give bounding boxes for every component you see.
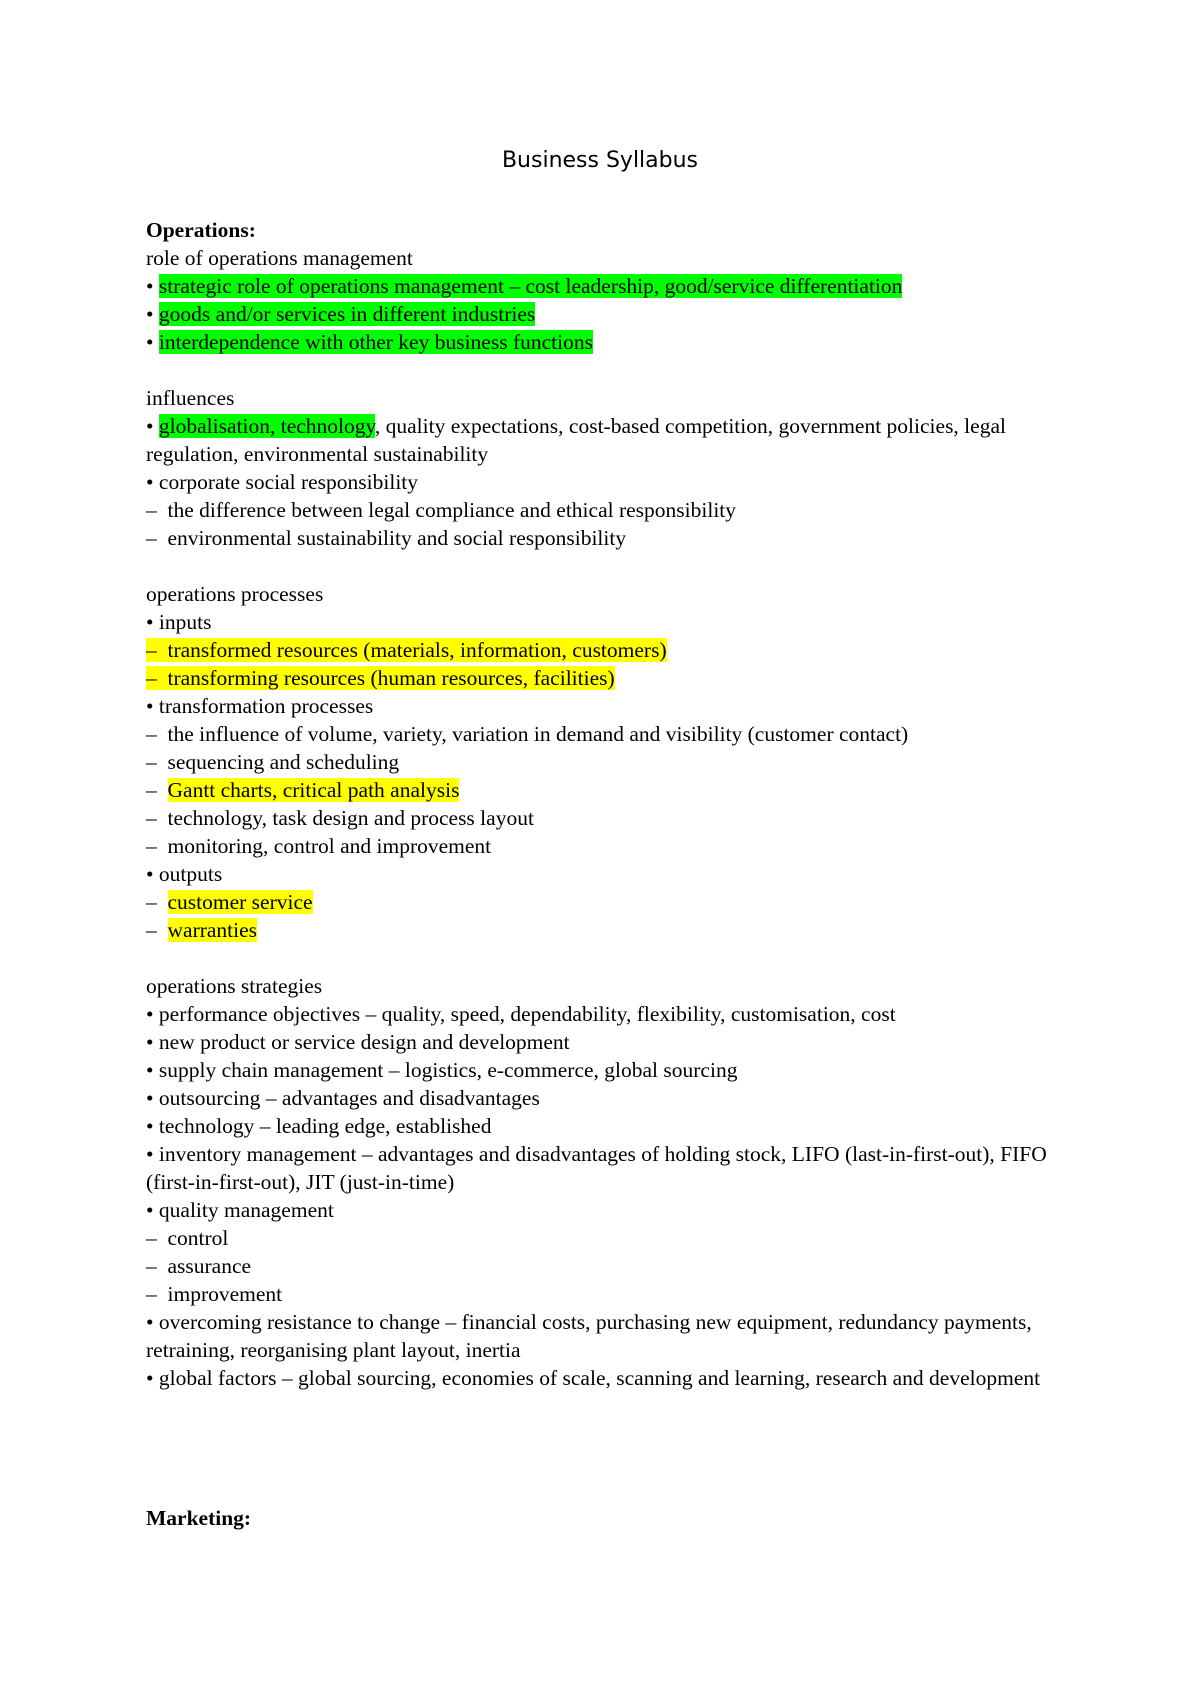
text-segment: • [146,302,159,326]
text-segment: • new product or service design and development [146,1030,570,1054]
list-item [146,524,1066,552]
list-item [146,776,1066,804]
list-item [146,916,1066,944]
list-item [146,1084,1066,1112]
document-title: Business Syllabus [501,148,699,173]
subsection-title: role of operations management [146,246,413,270]
text-segment: • transformation processes [146,694,374,718]
text-segment: – monitoring, control and improvement [146,834,492,858]
text-segment: – control [146,1226,229,1250]
list-item [146,1224,1066,1252]
text-segment: • outputs [146,862,223,886]
text-segment: • [146,330,159,354]
text-segment: – improvement [146,1282,283,1306]
highlighted-text: Gantt charts, critical path analysis [167,778,460,802]
text-segment: – [146,778,168,802]
list-item [146,1028,1066,1056]
highlighted-text: interdependence with other key business functions [158,330,593,354]
list-item [146,300,1066,328]
subsection-title: operations strategies [146,974,323,998]
list-item [146,832,1066,860]
list-item [146,748,1066,776]
text-segment: • outsourcing – advantages and disadvantages [146,1086,540,1110]
text-segment: • supply chain management – logistics, e-commerce, global sourcing [146,1058,738,1082]
list-item [146,1000,1066,1028]
text-segment: – [146,890,168,914]
list-item [146,664,1066,692]
list-item [146,1196,1066,1224]
highlighted-text: warranties [167,918,258,942]
blank-line [146,552,1066,580]
text-segment: , quality expectations, cost-based competition, government policies, legal regulation, environmental sustainability [146,414,1012,466]
list-item [146,412,1066,468]
text-segment: • global factors – global sourcing, economies of scale, scanning and learning, research and development [146,1366,1041,1390]
text-segment: • [146,414,159,438]
list-item [146,496,1066,524]
section-heading: Marketing: [146,1506,252,1530]
blank-line [146,944,1066,972]
text-segment: • overcoming resistance to change – financial costs, purchasing new equipment, redundancy payments, retraining, reorganising plant layout, inertia [146,1310,1038,1362]
text-segment: – environmental sustainability and social responsibility [146,526,627,550]
list-item [146,720,1066,748]
text-segment: – technology, task design and process layout [146,806,534,830]
highlighted-text: globalisation, technology [158,414,375,438]
list-item [146,636,1066,664]
text-segment: • [146,274,159,298]
section-spacer [146,1392,1066,1504]
list-item [146,1140,1066,1196]
text-segment: • quality management [146,1198,334,1222]
list-item [146,860,1066,888]
highlighted-text: strategic role of operations management – cost leadership, good/service differentiation [158,274,903,298]
text-segment: • technology – leading edge, established [146,1114,492,1138]
highlighted-text: goods and/or services in different industries [158,302,536,326]
highlighted-text: customer service [167,890,313,914]
list-item [146,692,1066,720]
blank-line [146,356,1066,384]
text-segment: – the influence of volume, variety, variation in demand and visibility (customer contact) [146,722,909,746]
list-item [146,1308,1066,1364]
list-item [146,1252,1066,1280]
section-heading: Operations: [146,218,256,242]
list-item [146,468,1066,496]
text-segment: • corporate social responsibility [146,470,419,494]
text-segment: – assurance [146,1254,252,1278]
highlighted-text: – transforming resources (human resources, facilities) [146,666,615,690]
highlighted-text: – transformed resources (materials, information, customers) [146,638,667,662]
list-item [146,1280,1066,1308]
list-item [146,608,1066,636]
subsection-title: operations processes [146,582,324,606]
list-item [146,1364,1066,1392]
list-item [146,804,1066,832]
list-item [146,272,1066,300]
list-item [146,1112,1066,1140]
text-segment: – the difference between legal compliance and ethical responsibility [146,498,737,522]
text-segment: • inventory management – advantages and disadvantages of holding stock, LIFO (last-in-first-out), FIFO (first-in-first-out), JIT (just-in-time) [146,1142,1053,1194]
text-segment: • inputs [146,610,212,634]
list-item [146,888,1066,916]
text-segment: – [146,918,168,942]
text-segment: – sequencing and scheduling [146,750,400,774]
text-segment: • performance objectives – quality, speed, dependability, flexibility, customisation, cost [146,1002,896,1026]
subsection-title: influences [146,386,235,410]
list-item [146,1056,1066,1084]
list-item [146,328,1066,356]
document-body [146,216,1066,1532]
